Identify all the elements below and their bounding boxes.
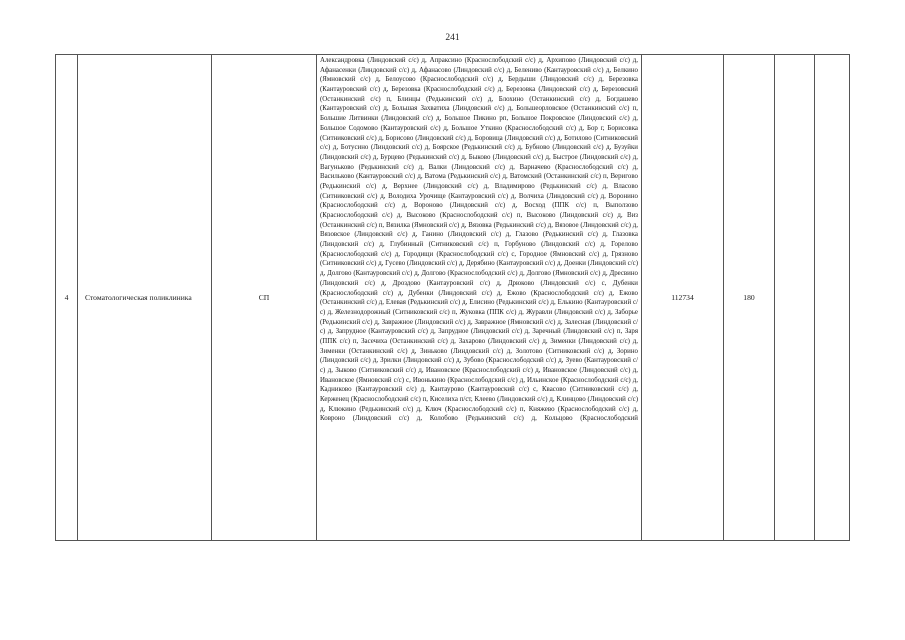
settlements-text: Александровка (Линдовский с/с) д, Апраксино (Краснослободский с/с) д, Архипово (Линдовский с/с) д, Афанасенки (Линдовский с/с) д, Афанасово (Линдовский с/с) д, Белениво (Кантауровский с/с) д, Белкино (Ямновский с/с) д, Белоусово (Краснослободский с/с) д, Бердыши (Линдовский с/с) д, Березовка (Кантауровский с/с) д, Березовка (Краснослободский с/с) д, Березовка (Линдовский с/с) д, Березовский (Останкинский с/с) п, Блинцы (Редькинский с/с) д, Блохино (Останкинский с/с) д, Богдашево (Кантауровский с/с) д, Большая Захватиха (Линдовский с/с) д, Большеорловское (Останкинский с/с) п, Большие Литвинки (Линдовский с/с) д, Большое Пикино рп, Большое Покровское (Линдовский с/с) д, Большое Содомово (Кантауровский с/с) д, Большое Уткино (Краснослободский с/с) д, Бор г, Борисовка (Ситниковский с/с) д, Борисово (Линдовский с/с) д, Боровица (Линдовский с/с) д, Ботилово (Ситниковский с/с) д, Ботусино (Линдовский с/с) д, Боярское (Редькинский с/с) д, Бубново (Линдовский с/с) д, Бузуйки (Линдовский с/с) д, Бурцево (Редькинский с/с) д, Быково (Линдовский с/с) д, Быстрое (Линдовский с/с) д, Вагуньково (Редькинский с/с) д, Валки (Линдовский с/с) д, Варначево (Краснослободский с/с) д, Васильково (Кантауровский с/с) д, Ватома (Редькинский с/с) д, Ватомский (Останкинский с/с) п, Веригово (Редькинский с/с) д, Верхнее (Линдовский с/с) д, Владимирово (Редькинский с/с) д, Власово (Ситниковский с/с) д, Володиха Урочище (Кантауровский с/с) д, Волчиха (Линдовский с/с) д, Воронино (Краснослободский с/с) д, Вороново (Линдовский с/с) д, Восход (ППК с/с) п, Выползово (Краснослободский с/с) д, Высоково (Краснослободский с/с) п, Высоково (Линдовский с/с) д, Виз (Останкинский с/с) п, Вязилка (Ямновский с/с) д, Вязовка (Редькинский с/с) д, Вязовое (Линдовский с/с) д, Вязовское (Линдовский с/с) д, Ганино (Линдовский с/с) д, Глазово (Редькинский с/с) д, Глазовка (Линдовский с/с) д, Глубинный (Ситниковский с/с) п, Горбуново (Линдовский с/с) д, Горелово (Краснослободский с/с) д, Городищи (Краснослободский с/с) с, Городное (Ямновский с/с) д, Грязново (Ситниковский с/с) д, Гусево (Линдовский с/с) д, Дерябино (Кантауровский с/с) д, Доенки (Линдовский с/с) д, Долгово (Кантауровский с/с) д, Долгово (Краснослободский с/с) д, Долгово (Ямновский с/с) д, Дресвино (Линдовский с/с) д, Дроздово (Кантауровский с/с) д, Дрюково (Линдовский с/с) с, Дубенки (Краснослободский с/с) д, Дубенки (Линдовский с/с) д, Ежово (Краснослободский с/с) д, Ежово (Останкинский с/с) д, Елевая (Редькинский с/с) д, Елисино (Редькинский с/с) д, Елькино (Кантауровский с/с) д, Железнодорожный (Ситниковский с/с) п, Жуковка (ППК с/с) д, Журавли (Линдовский с/с) д, Заборье (Редькинский с/с) д, Завражное (Линдовский с/с) д, Завражное (Ямновский с/с) д, Залесная (Линдовский с/с) д, Запрудное (Кантауровский с/с) д, Запрудное (Линдовский с/с) д, Заречный (Линдовский с/с) п, Заря (ППК с/с) п, Засечиха (Останкинский с/с) д, Захарово (Линдовский с/с) д, Зименки (Линдовский с/с) д, Зименки (Останкинский с/с) д, Зиньково (Линдовский с/с) д, Золотово (Ситниковский с/с) д, Зорино (Линдовский с/с) д, Зрилки (Линдовский с/с) д, Зубово (Краснослободский с/с) д, Зуево (Кантауровский с/с) д, Зыково (Ситниковский с/с) д, Ивановское (Краснослободский с/с) д, Ивановское (Линдовский с/с) д, Ивановское (Ямновский с/с) с, Ивонькино (Краснослободский с/с) д, Ильинское (Краснослободский с/с) д, Кадниково (Кантауровский с/с) д, Кантаурово (Кантауровский с/с) с, Квасово (Ситниковский с/с) д, Керженец (Краснослободский с/с) п, Киселиха п/ст, Клеево (Линдовский с/с) д, Клинцово (Линдовский с/с) д, Клюкино (Редькинский с/с) д, Ключ (Краснослободский с/с) п, Княжево (Краснослободский с/с) д, Ковроно (Линдовский с/с) д, Колобово (Редькинский с/с) д, Кольцово (Краснослободский: [320, 57, 638, 423]
facility-name-cell: Стоматологическая поликлиника: [78, 55, 212, 541]
count-cell: 180: [724, 55, 775, 541]
page-number: 241: [445, 33, 460, 43]
registry-table: [55, 54, 850, 541]
row-number-cell: 4: [56, 55, 78, 541]
facility-type-cell: СП: [212, 55, 317, 541]
table-row: [56, 55, 850, 541]
empty-cell: [815, 55, 850, 541]
settlements-cell: [317, 55, 642, 541]
empty-cell: [775, 55, 815, 541]
code-cell: 112734: [642, 55, 724, 541]
settlements-box: [317, 55, 641, 540]
